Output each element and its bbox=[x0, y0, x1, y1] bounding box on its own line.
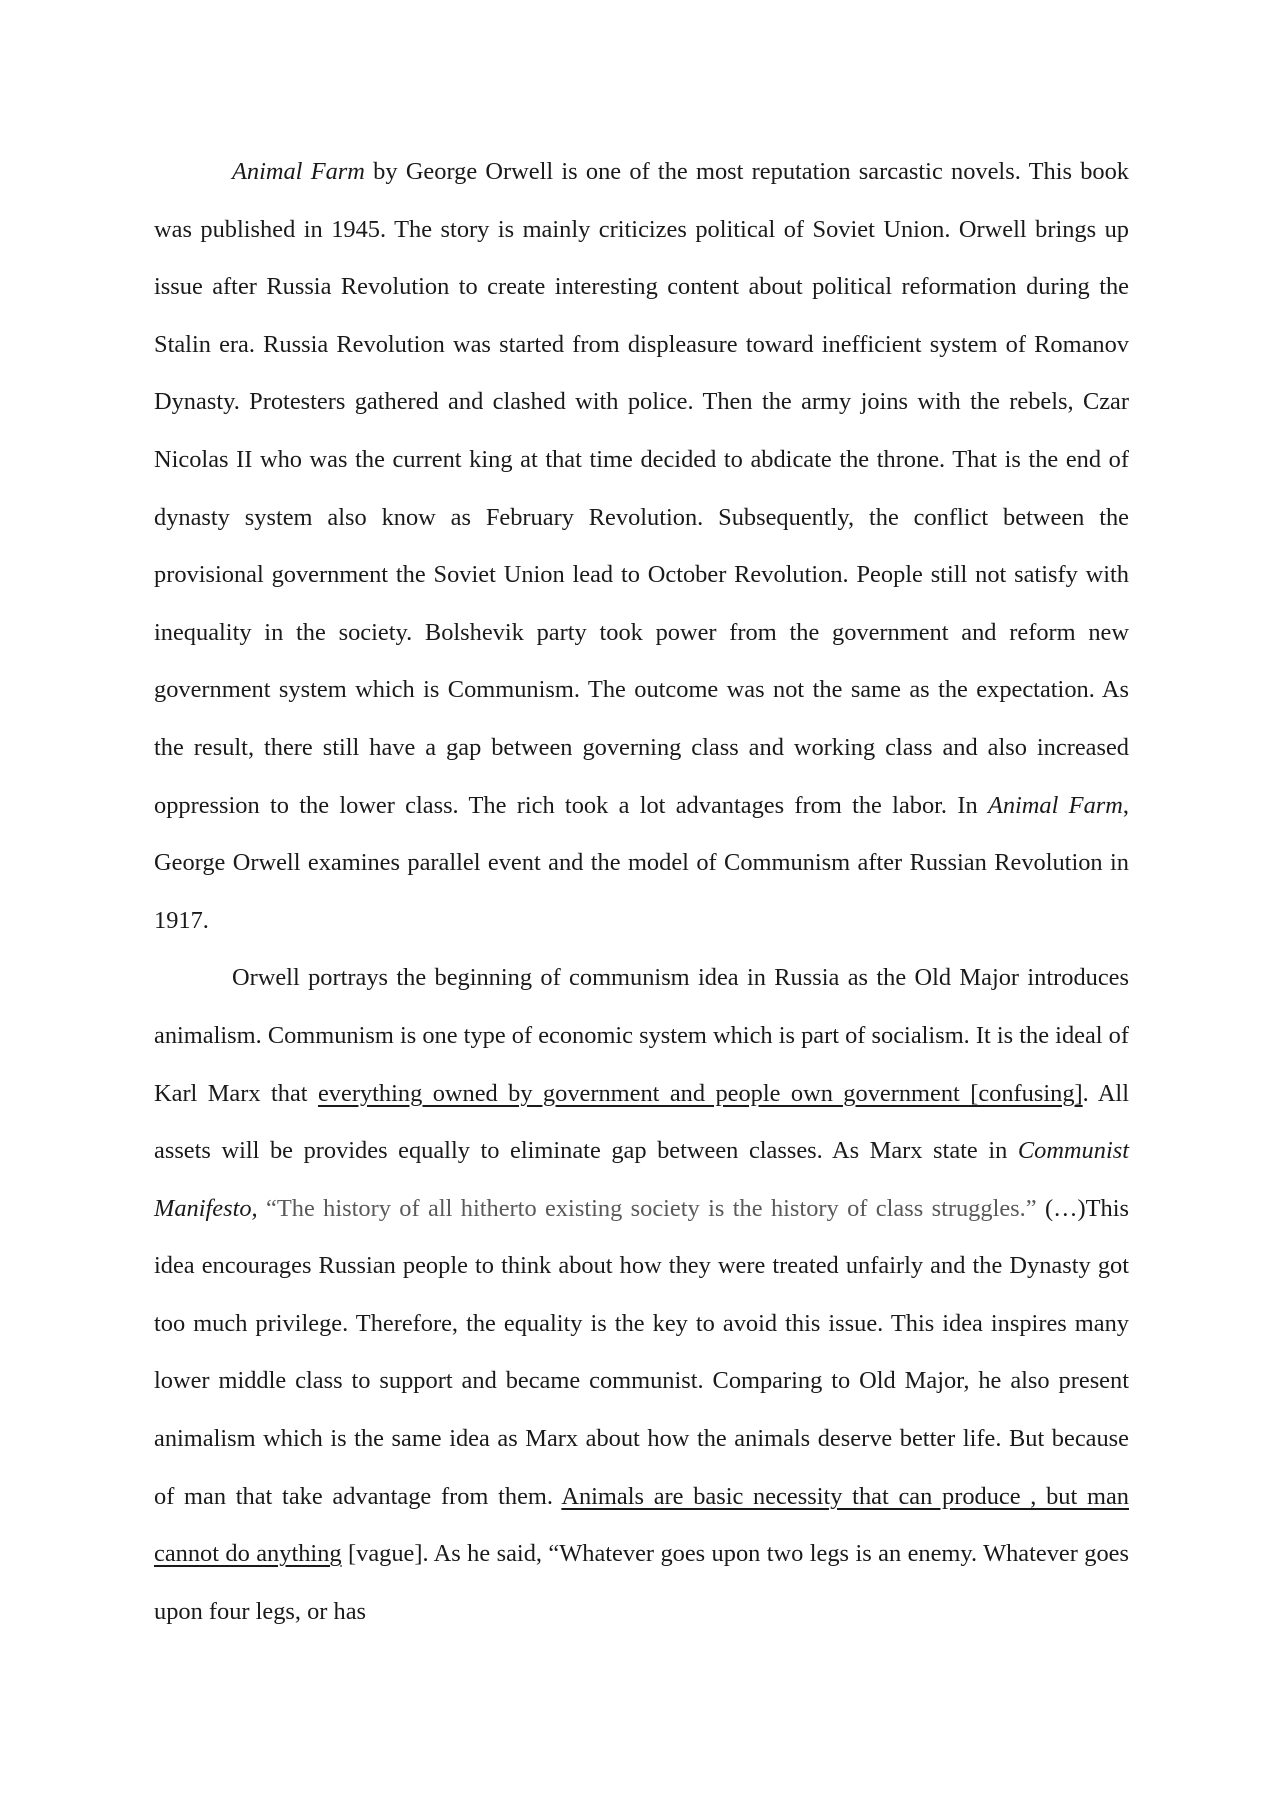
underlined-comment: Animals are basic necessity that can produce , but man cannot do anything bbox=[154, 1482, 1129, 1568]
quotation-text: “The history of all hitherto existing society is the history of class struggles.” bbox=[257, 1194, 1037, 1222]
paragraph-text: , George Orwell examines parallel event and the model of Communism after Russian Revolution in 1917. bbox=[154, 791, 1129, 934]
paragraph-text: . All assets will be provides equally to eliminate gap between classes. As Marx state in bbox=[154, 1079, 1129, 1165]
paragraph-text: [vague]. As he said, “Whatever goes upon two legs is an enemy. Whatever goes upon four legs, or has bbox=[154, 1540, 1129, 1625]
book-title-italic: Animal Farm bbox=[232, 158, 365, 185]
book-title-italic: Communist Manifesto, bbox=[154, 1137, 1129, 1222]
underlined-comment: everything owned by government and people own government [confusing] bbox=[317, 1079, 1083, 1107]
book-title-italic: Animal Farm bbox=[987, 791, 1123, 819]
paragraph-text: (…)This idea encourages Russian people to think about how they were treated unfairly and the Dynasty got too much privilege. Therefore, the equality is the key to avoid this issue. This idea inspires many lower middle class to support and became communist. Comparing to Old Major, he also present animalism which is the same idea as Marx about how the animals deserve better life. But because of man that take advantage from them. bbox=[154, 1194, 1129, 1510]
paragraph-2 bbox=[154, 949, 1129, 1640]
paragraph-1 bbox=[154, 143, 1129, 949]
document-page bbox=[154, 143, 1129, 1640]
paragraph-text: by George Orwell is one of the most reputation sarcastic novels. This book was published in 1945. The story is mainly criticizes political of Soviet Union. Orwell brings up issue after Russia Revolution to create interesting content about political reformation during the Stalin era. Russia Revolution was started from displeasure toward inefficient system of Romanov Dynasty. Protesters gathered and clashed with police. Then the army joins with the rebels, Czar Nicolas II who was the current king at that time decided to abdicate the throne. That is the end of dynasty system also know as February Revolution. Subsequently, the conflict between the provisional government the Soviet Union lead to October Revolution. People still not satisfy with inequality in the society. Bolshevik party took power from the government and reform new government system which is Communism. The outcome was not the same as the expectation. As the result, there still have a gap between governing class and working class and also increased oppression to the lower class. The rich took a lot advantages from the labor. In bbox=[154, 158, 1129, 819]
paragraph-text: Orwell portrays the beginning of communism idea in Russia as the Old Major introduces animalism. Communism is one type of economic system which is part of socialism. It is the ideal of Karl Marx that bbox=[154, 964, 1129, 1107]
